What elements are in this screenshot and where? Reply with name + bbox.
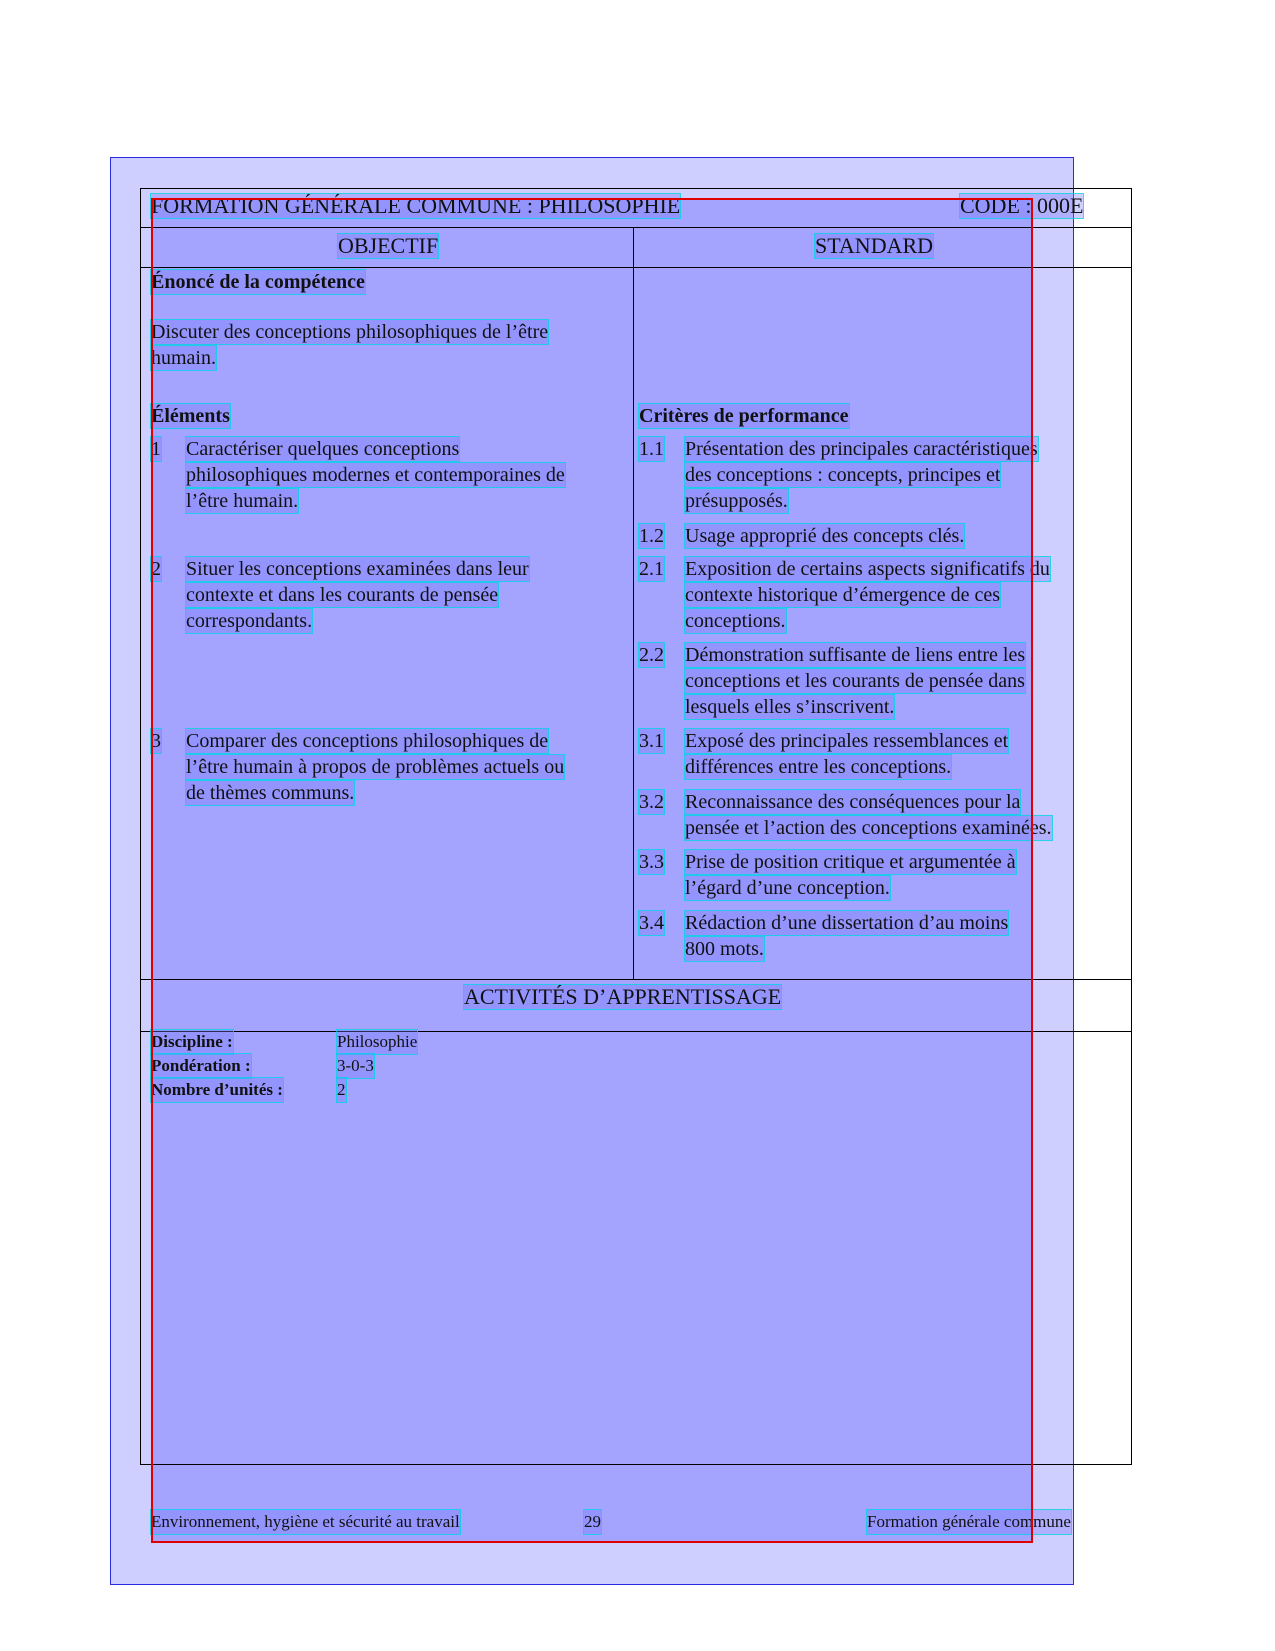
competence-heading: Énoncé de la compétence	[151, 271, 365, 293]
critere-number: 3.1	[639, 730, 664, 752]
critere-number: 3.3	[639, 851, 664, 873]
element-number: 2	[151, 558, 161, 580]
discipline-value: Philosophie	[337, 1030, 417, 1054]
unites-value: 2	[337, 1078, 346, 1102]
element-line: correspondants.	[186, 610, 313, 632]
critere-line: 800 mots.	[685, 938, 764, 960]
element-number: 3	[151, 730, 161, 752]
column-divider	[633, 227, 634, 979]
critere-line: présupposés.	[685, 490, 788, 512]
competence-text: humain.	[151, 347, 216, 369]
discipline-label: Discipline :	[151, 1030, 233, 1054]
critere-number: 1.2	[639, 525, 664, 547]
critere-line: conceptions et les courants de pensée dans	[685, 670, 1025, 692]
critere-line: Démonstration suffisante de liens entre les	[685, 644, 1026, 666]
element-line: de thèmes communs.	[186, 782, 355, 804]
header-divider	[141, 227, 1131, 228]
column-header-objectif: OBJECTIF	[338, 233, 439, 258]
competence-text: Discuter des conceptions philosophiques de l’être	[151, 321, 549, 343]
element-line: contexte et dans les courants de pensée	[186, 584, 499, 606]
unites-label: Nombre d’unités :	[151, 1078, 283, 1102]
critere-number: 1.1	[639, 438, 664, 460]
columns-divider	[141, 267, 1131, 268]
critere-number: 3.4	[639, 912, 664, 934]
column-header-standard: STANDARD	[815, 233, 934, 258]
footer-right: Formation générale commune	[867, 1510, 1071, 1534]
criteres-heading: Critères de performance	[639, 405, 849, 427]
elements-heading: Éléments	[151, 405, 230, 427]
critere-number: 3.2	[639, 791, 664, 813]
course-code: CODE : 000E	[960, 193, 1084, 218]
critere-line: pensée et l’action des conceptions examinées.	[685, 817, 1052, 839]
element-line: Caractériser quelques conceptions	[186, 438, 460, 460]
activities-divider-top	[141, 979, 1131, 980]
critere-line: l’égard d’une conception.	[685, 877, 890, 899]
element-line: Situer les conceptions examinées dans leur	[186, 558, 529, 580]
page-title: FORMATION GÉNÉRALE COMMUNE : PHILOSOPHIE	[151, 193, 681, 218]
element-line: philosophiques modernes et contemporaines de	[186, 464, 565, 486]
element-number: 1	[151, 438, 161, 460]
critere-line: des conceptions : concepts, principes et	[685, 464, 1001, 486]
critere-line: lesquels elles s’inscrivent.	[685, 696, 895, 718]
ponderation-label: Pondération :	[151, 1054, 251, 1078]
critere-number: 2.2	[639, 644, 664, 666]
critere-line: différences entre les conceptions.	[685, 756, 952, 778]
footer-left: Environnement, hygiène et sécurité au travail	[151, 1510, 460, 1534]
activities-divider-bottom	[141, 1031, 1131, 1032]
activities-heading: ACTIVITÉS D’APPRENTISSAGE	[464, 984, 782, 1009]
element-line: Comparer des conceptions philosophiques de	[186, 730, 549, 752]
element-line: l’être humain à propos de problèmes actuels ou	[186, 756, 565, 778]
ponderation-value: 3-0-3	[337, 1054, 374, 1078]
page-number: 29	[584, 1510, 601, 1534]
critere-line: Présentation des principales caractéristiques	[685, 438, 1038, 460]
element-line: l’être humain.	[186, 490, 299, 512]
critere-line: Prise de position critique et argumentée à	[685, 851, 1016, 873]
critere-line: Exposition de certains aspects significatifs du	[685, 558, 1050, 580]
critere-line: Exposé des principales ressemblances et	[685, 730, 1009, 752]
critere-line: Usage approprié des concepts clés.	[685, 525, 965, 547]
critere-number: 2.1	[639, 558, 664, 580]
critere-line: conceptions.	[685, 610, 786, 632]
critere-line: Reconnaissance des conséquences pour la	[685, 791, 1021, 813]
critere-line: Rédaction d’une dissertation d’au moins	[685, 912, 1009, 934]
critere-line: contexte historique d’émergence de ces	[685, 584, 1001, 606]
